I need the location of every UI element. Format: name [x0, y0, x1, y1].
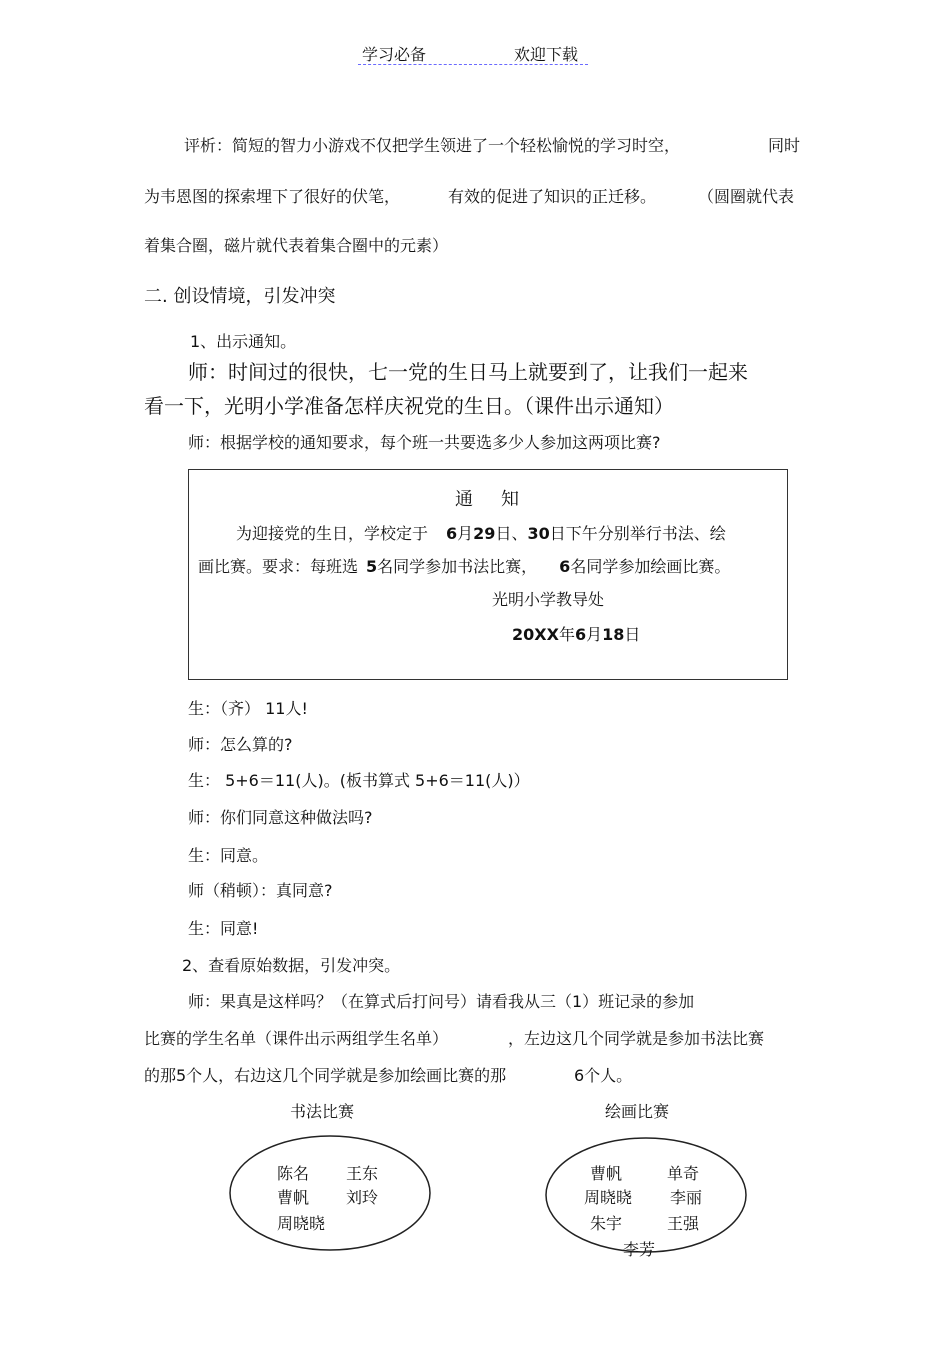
left-name: 王东 [346, 1164, 379, 1183]
analysis-line2a: 为韦恩图的探索埋下了很好的伏笔， [144, 187, 401, 206]
notice-org: 光明小学教导处 [492, 590, 605, 609]
notice-l1-day2: 30 [527, 524, 550, 543]
right-name: 周晓晓 [584, 1188, 633, 1207]
analysis-line2b: 有效的促进了知识的正迁移。 [448, 187, 657, 206]
step2: 2、查看原始数据，引发冲突。 [182, 956, 401, 975]
notice-l2-t1: 名同学参加书法比赛， [377, 557, 538, 576]
analysis-line2c: （圆圈就代表 [698, 187, 795, 206]
notice-l1-t1: 月 [457, 524, 474, 543]
right-name: 李丽 [670, 1188, 703, 1207]
teacher3-line3b: 6个人。 [574, 1066, 633, 1085]
notice-l1-day1: 29 [473, 524, 496, 543]
right-group-ellipse [546, 1138, 746, 1252]
header-left: 学习必备 [362, 45, 427, 64]
dialogue-line: 师：你们同意这种做法吗? [188, 808, 373, 827]
right-name: 曹帆 [590, 1164, 623, 1183]
dialogue-line: 师（稍顿）：真同意? [188, 881, 333, 900]
notice-l2-t2: 名同学参加绘画比赛。 [570, 557, 731, 576]
right-name: 王强 [667, 1214, 700, 1233]
section-title: 二. 创设情境，引发冲突 [144, 286, 336, 307]
notice-date-t3: 日 [624, 625, 641, 644]
notice-l2-n2: 6 [559, 557, 571, 576]
step1: 1、出示通知。 [190, 332, 297, 351]
left-name: 刘玲 [346, 1188, 379, 1207]
left-group-title: 书法比赛 [290, 1102, 355, 1121]
teacher3-line1: 师：果真是这样吗？（在算式后打问号）请看我从三（1）班记录的参加 [188, 992, 695, 1011]
dialogue-line: 生： 5+6＝11(人)。(板书算式 5+6＝11(人)） [188, 771, 530, 790]
left-name: 曹帆 [277, 1188, 310, 1207]
notice-date-day: 18 [602, 625, 625, 644]
left-name: 陈名 [277, 1164, 310, 1183]
teacher3-line2b: ，左边这几个同学就是参加书法比赛 [508, 1029, 765, 1048]
notice-l2-n1: 5 [366, 557, 378, 576]
right-name: 朱宇 [590, 1214, 623, 1233]
dialogue-line: 生：同意! [188, 919, 259, 938]
left-group-ellipse [230, 1136, 430, 1250]
teacher3-line2a: 比赛的学生名单（课件出示两组学生名单） [144, 1029, 449, 1048]
dialogue-line: 师：怎么算的? [188, 735, 293, 754]
notice-l1-pre: 为迎接党的生日，学校定于 [236, 524, 429, 543]
teacher2: 师：根据学校的通知要求，每个班一共要选多少人参加这两项比赛? [188, 433, 661, 452]
analysis-line3: 着集合圈，磁片就代表着集合圈中的元素） [144, 236, 449, 255]
notice-date-year: 20XX [512, 625, 559, 644]
header-right: 欢迎下载 [514, 45, 579, 64]
right-name: 李芳 [623, 1240, 656, 1259]
notice-l1-t3: 日下午分别举行书法、绘 [549, 524, 726, 543]
notice-l1-month: 6 [446, 524, 458, 543]
dialogue-line: 生：（齐） 11人! [188, 699, 308, 718]
left-name: 周晓晓 [277, 1214, 326, 1233]
notice-date-month: 6 [574, 625, 587, 644]
notice-l1-t2: 日、 [495, 524, 528, 543]
right-name: 单奇 [667, 1164, 700, 1183]
right-group-title: 绘画比赛 [605, 1102, 670, 1121]
analysis-line1b: 同时 [768, 136, 801, 155]
notice-date-t1: 年 [558, 625, 575, 644]
teacher3-line3a: 的那5个人，右边这几个同学就是参加绘画比赛的那 [144, 1066, 507, 1085]
notice-date-t2: 月 [586, 625, 603, 644]
teacher1-line2: 看一下，光明小学准备怎样庆祝党的生日。（课件出示通知） [144, 394, 674, 418]
notice-l2-pre: 画比赛。要求：每班选 [198, 557, 359, 576]
analysis-line1a: 评析：简短的智力小游戏不仅把学生领进了一个轻松愉悦的学习时空， [184, 136, 681, 155]
dialogue-line: 生：同意。 [188, 846, 269, 865]
teacher1-line1: 师：时间过的很快，七一党的生日马上就要到了，让我们一起来 [188, 360, 748, 384]
notice-title: 通知 [455, 489, 547, 510]
